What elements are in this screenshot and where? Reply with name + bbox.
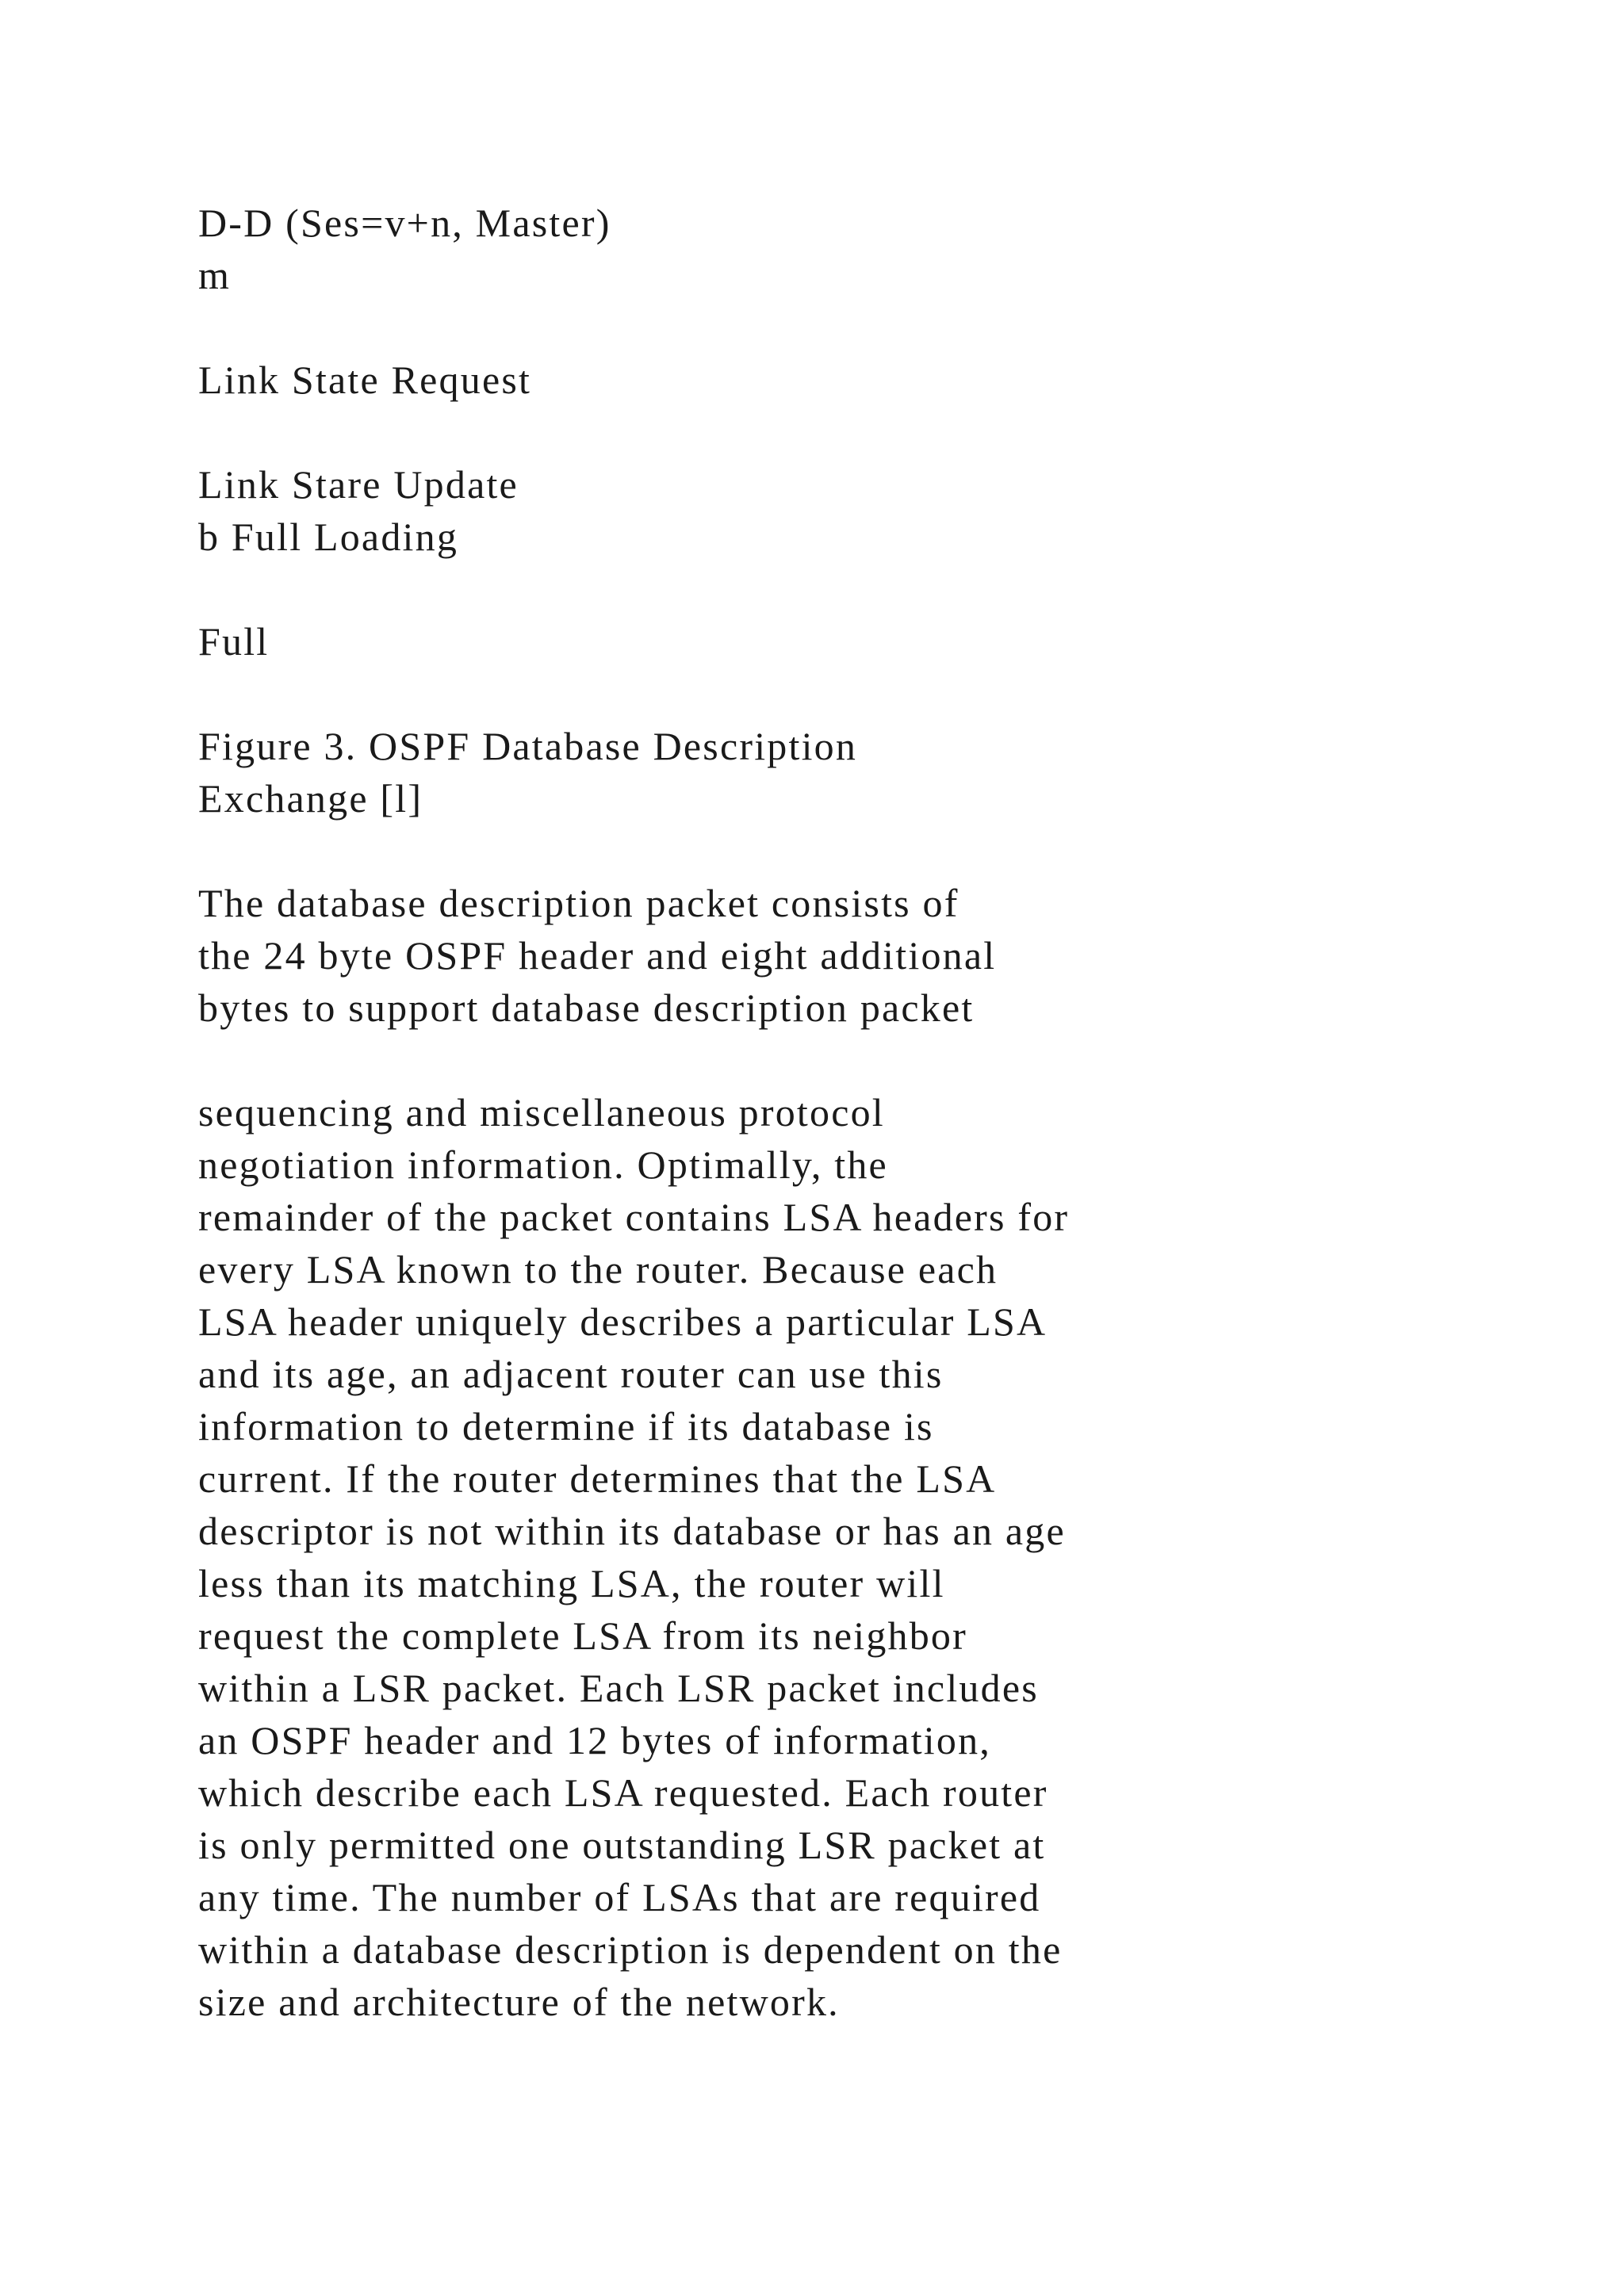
paragraph-line: LSA header uniquely describes a particular LSA bbox=[198, 1299, 1048, 1344]
paragraph-line: within a LSR packet. Each LSR packet includes bbox=[198, 1666, 1039, 1710]
paragraph-line: bytes to support database description packet bbox=[198, 985, 975, 1030]
paragraph-line: is only permitted one outstanding LSR packet at bbox=[198, 1823, 1046, 1867]
text-line: b Full Loading bbox=[198, 515, 459, 559]
paragraph-line: any time. The number of LSAs that are required bbox=[198, 1875, 1041, 1919]
text-line: Link Stare Update bbox=[198, 462, 519, 507]
paragraph-line: within a database description is dependent on the bbox=[198, 1927, 1063, 1972]
blank-line bbox=[198, 563, 1546, 615]
paragraph-line: request the complete LSA from its neighbor bbox=[198, 1613, 967, 1658]
paragraph-line: less than its matching LSA, the router will bbox=[198, 1561, 945, 1605]
blank-line bbox=[198, 301, 1546, 354]
paragraph-line: current. If the router determines that the LSA bbox=[198, 1456, 997, 1501]
text-line: Full bbox=[198, 619, 270, 664]
paragraph-line: descriptor is not within its database or has an age bbox=[198, 1509, 1066, 1553]
paragraph-line: an OSPF header and 12 bytes of information, bbox=[198, 1718, 991, 1762]
paragraph-line: and its age, an adjacent router can use this bbox=[198, 1352, 944, 1396]
paragraph-line: The database description packet consists of bbox=[198, 881, 959, 925]
paragraph-line: sequencing and miscellaneous protocol bbox=[198, 1090, 885, 1135]
document-body bbox=[198, 197, 1546, 2028]
blank-line bbox=[198, 1034, 1546, 1086]
text-line: D-D (Ses=v+n, Master) bbox=[198, 201, 611, 245]
paragraph-line: negotiation information. Optimally, the bbox=[198, 1142, 888, 1187]
paragraph-line: remainder of the packet contains LSA headers for bbox=[198, 1195, 1070, 1239]
blank-line bbox=[198, 406, 1546, 458]
text-line: m bbox=[198, 253, 232, 297]
text-line: Link State Request bbox=[198, 358, 532, 402]
paragraph-line: the 24 byte OSPF header and eight additional bbox=[198, 933, 997, 978]
blank-line bbox=[198, 668, 1546, 720]
blank-line bbox=[198, 825, 1546, 877]
paragraph-line: which describe each LSA requested. Each router bbox=[198, 1770, 1048, 1815]
paragraph-line: size and architecture of the network. bbox=[198, 1980, 840, 2024]
figure-caption-line: Figure 3. OSPF Database Description bbox=[198, 724, 858, 768]
figure-caption-line: Exchange [l] bbox=[198, 776, 423, 821]
paragraph-line: information to determine if its database is bbox=[198, 1404, 934, 1448]
paragraph-line: every LSA known to the router. Because each bbox=[198, 1247, 998, 1292]
